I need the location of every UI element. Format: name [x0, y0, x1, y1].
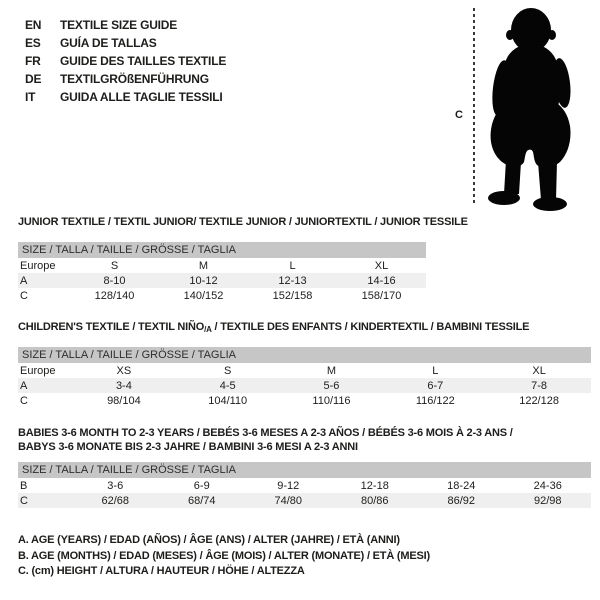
size-cell: 92/98: [533, 494, 562, 507]
size-header-bar: SIZE / TALLA / TAILLE / GRÖSSE / TAGLIA: [18, 462, 591, 478]
size-cell: 3-6: [107, 479, 124, 492]
table-row-c: [18, 288, 426, 303]
lang-label: GUÍA DE TALLAS: [60, 36, 157, 50]
size-cell: 152/158: [272, 289, 313, 302]
row-label: Europe: [20, 259, 56, 272]
row-label: A: [20, 274, 28, 287]
babies-table-title: [18, 426, 513, 454]
lang-label: GUIDE DES TAILLES TEXTILE: [60, 54, 227, 68]
size-cell: 4-5: [219, 379, 236, 392]
language-row-de: [25, 70, 226, 88]
size-cell: 74/80: [274, 494, 303, 507]
language-row-it: [25, 88, 226, 106]
lang-code: EN: [25, 18, 42, 32]
language-row-es: [25, 34, 226, 52]
junior-table: [18, 242, 426, 303]
babies-title-line2: BABYS 3-6 MONATE BIS 2-3 JAHRE / BAMBINI 3-6 MESI A 2-3 ANNI: [18, 441, 358, 453]
legend-line-b: B. AGE (MONTHS) / EDAD (MESES) / ÂGE (MOIS) / ALTER (MONATE) / ETÀ (MESI): [18, 549, 430, 562]
children-table-title: [18, 321, 529, 334]
babies-table: [18, 462, 591, 508]
table-row-c: [18, 393, 591, 408]
size-cell: 12-18: [360, 479, 389, 492]
legend-line-a: A. AGE (YEARS) / EDAD (AÑOS) / ÂGE (ANS) / ALTER (JAHRE) / ETÀ (ANNI): [18, 534, 400, 546]
size-cell: 7-8: [531, 379, 548, 392]
children-table: [18, 347, 591, 408]
lang-code: IT: [25, 90, 36, 104]
size-cell: 158/170: [361, 289, 402, 302]
size-cell: 12-13: [278, 274, 307, 287]
size-cell: 128/140: [94, 289, 135, 302]
size-cell: 80/86: [360, 494, 389, 507]
lang-code: DE: [25, 72, 42, 86]
row-label: C: [20, 394, 28, 407]
size-cell: 122/128: [519, 394, 559, 407]
height-dashed-line: [473, 8, 475, 206]
row-label: B: [20, 479, 28, 492]
baby-silhouette-icon: [478, 4, 593, 212]
size-cell: L: [289, 259, 296, 272]
size-header-bar: SIZE / TALLA / TAILLE / GRÖSSE / TAGLIA: [18, 347, 591, 363]
size-cell: S: [224, 364, 232, 377]
row-label: C: [20, 289, 28, 302]
junior-table-title: JUNIOR TEXTILE / TEXTIL JUNIOR/ TEXTILE JUNIOR / JUNIORTEXTIL / JUNIOR TESSILE: [18, 216, 468, 228]
lang-code: ES: [25, 36, 41, 50]
size-cell: 3-4: [115, 379, 132, 392]
table-row-a: [18, 378, 591, 393]
row-label: Europe: [20, 364, 56, 377]
children-title-pre: CHILDREN'S TEXTILE / TEXTIL NIÑO: [18, 321, 205, 333]
size-cell: S: [110, 259, 119, 272]
table-row-c: [18, 493, 591, 508]
size-cell: M: [326, 364, 337, 377]
height-c-label: C: [455, 109, 463, 121]
lang-code: FR: [25, 54, 41, 68]
baby-silhouette: [478, 4, 593, 217]
size-cell: 98/104: [107, 394, 141, 407]
size-cell: 104/110: [208, 394, 248, 407]
size-cell: 24-36: [533, 479, 562, 492]
table-row-europe: [18, 258, 426, 273]
row-label: C: [20, 494, 28, 507]
size-cell: 86/92: [447, 494, 476, 507]
size-cell: 9-12: [277, 479, 300, 492]
size-cell: 6-9: [193, 479, 210, 492]
size-cell: 14-16: [367, 274, 396, 287]
size-header-bar: SIZE / TALLA / TAILLE / GRÖSSE / TAGLIA: [18, 242, 426, 258]
lang-label: TEXTILGRÖßENFÜHRUNG: [60, 72, 209, 86]
table-row-a: [18, 273, 426, 288]
size-cell: 140/152: [183, 289, 224, 302]
language-row-en: [25, 16, 226, 34]
size-cell: 10-12: [189, 274, 218, 287]
size-cell: 18-24: [447, 479, 476, 492]
language-row-fr: [25, 52, 226, 70]
babies-title-line1: BABIES 3-6 MONTH TO 2-3 YEARS / BEBÉS 3-6 MESES A 2-3 AÑOS / BÉBÉS 3-6 MOIS À 2-3 ANS /: [18, 427, 513, 439]
lang-label: TEXTILE SIZE GUIDE: [60, 18, 178, 32]
children-title-post: / TEXTILE DES ENFANTS / KINDERTEXTIL / BAMBINI TESSILE: [211, 321, 530, 333]
legend-line-c: C. (cm) HEIGHT / ALTURA / HAUTEUR / HÖHE / ALTEZZA: [18, 565, 305, 578]
size-cell: 110/116: [312, 394, 351, 407]
size-cell: 8-10: [103, 274, 126, 287]
row-label: A: [20, 379, 28, 392]
size-cell: 68/74: [187, 494, 216, 507]
lang-label: GUIDA ALLE TAGLIE TESSILI: [60, 90, 223, 104]
children-title-sub: /A: [204, 325, 212, 334]
size-cell: L: [432, 364, 439, 377]
size-cell: 5-6: [323, 379, 340, 392]
table-row-europe: [18, 363, 591, 378]
size-cell: M: [198, 259, 209, 272]
language-list: [25, 16, 226, 106]
table-row-b: [18, 478, 591, 493]
size-cell: XL: [374, 259, 389, 272]
size-cell: 62/68: [101, 494, 130, 507]
size-cell: 116/122: [415, 394, 455, 407]
legend: [18, 533, 430, 580]
size-cell: XL: [532, 364, 546, 377]
size-cell: 6-7: [427, 379, 444, 392]
size-cell: XS: [116, 364, 132, 377]
